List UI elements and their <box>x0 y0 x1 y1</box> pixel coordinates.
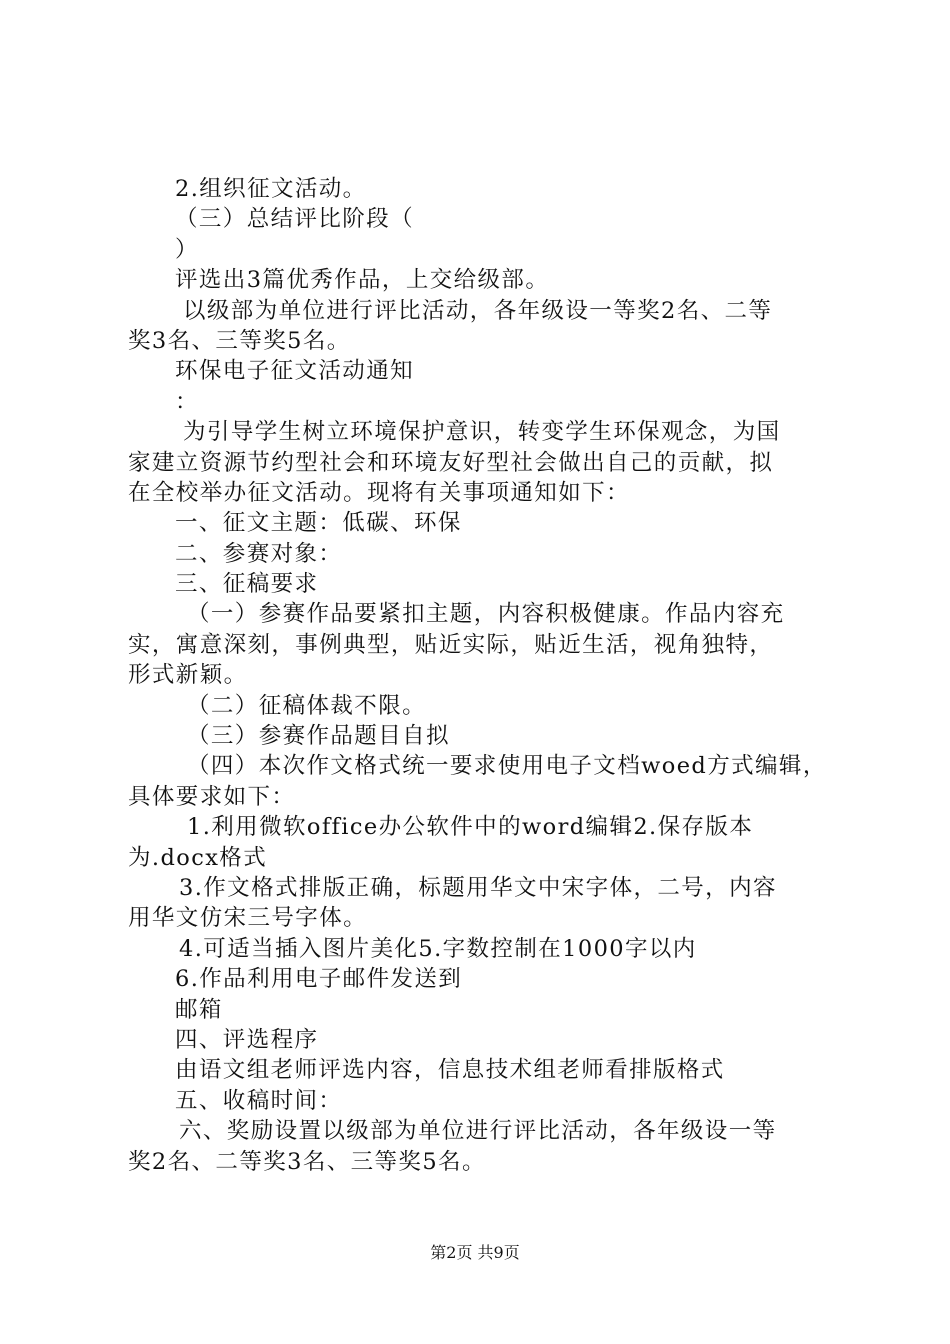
body-line: 由语文组老师评选内容，信息技术组老师看排版格式 <box>175 1057 725 1084</box>
body-line: 评选出3篇优秀作品，上交给级部。 <box>175 267 550 294</box>
body-line: 3.作文格式排版正确，标题用华文中宋字体，二号，内容 <box>179 874 777 901</box>
body-line: （三）总结评比阶段（ <box>175 206 415 233</box>
body-line: 二、参赛对象： <box>175 540 343 567</box>
body-line: 6.作品利用电子邮件发送到 <box>175 966 463 993</box>
body-line: 实，寓意深刻，事例典型，贴近实际，贴近生活，视角独特， <box>128 631 774 658</box>
body-line: 五、收稿时间： <box>175 1087 343 1114</box>
body-line: 环保电子征文活动通知 <box>175 358 415 385</box>
body-line: 在全校举办征文活动。现将有关事项通知如下： <box>128 479 630 506</box>
body-line: 1.利用微软office办公软件中的word编辑2.保存版本 <box>187 814 754 841</box>
body-line: 4.可适当插入图片美化5.字数控制在1000字以内 <box>179 935 697 962</box>
body-line: 2.组织征文活动。 <box>175 176 367 202</box>
body-line: 家建立资源节约型社会和环境友好型社会做出自己的贡献，拟 <box>128 449 774 476</box>
body-line: （三）参赛作品题目自拟 <box>187 723 450 750</box>
body-line: 奖2名、二等奖3名、三等奖5名。 <box>128 1148 486 1175</box>
body-line: 用华文仿宋三号字体。 <box>128 905 368 932</box>
body-line: 四、评选程序 <box>175 1026 319 1053</box>
body-line: （四）本次作文格式统一要求使用电子文档woed方式编辑， <box>187 753 827 780</box>
body-line: 具体要求如下： <box>128 783 296 810</box>
body-line: 以级部为单位进行评比活动，各年级设一等奖2名、二等 <box>183 297 773 324</box>
body-line: ： <box>175 388 199 415</box>
body-line: 邮箱 <box>175 996 223 1023</box>
page-number-footer: 第2页 共9页 <box>430 1243 520 1262</box>
body-line: ） <box>175 236 199 263</box>
document-body <box>128 174 838 1177</box>
body-line: 三、征稿要求 <box>175 571 319 598</box>
body-line: 奖3名、三等奖5名。 <box>128 327 351 354</box>
body-line: （一）参赛作品要紧扣主题，内容积极健康。作品内容充 <box>187 601 785 628</box>
body-line: （二）征稿体裁不限。 <box>187 692 427 719</box>
body-line: 为.docx格式 <box>128 844 268 871</box>
body-line: 一、征文主题：低碳、环保 <box>175 510 462 537</box>
body-line: 形式新颖。 <box>128 662 248 689</box>
body-line: 六、奖励设置以级部为单位进行评比活动，各年级设一等 <box>179 1118 777 1145</box>
body-line: 为引导学生树立环境保护意识，转变学生环保观念，为国 <box>183 419 781 446</box>
